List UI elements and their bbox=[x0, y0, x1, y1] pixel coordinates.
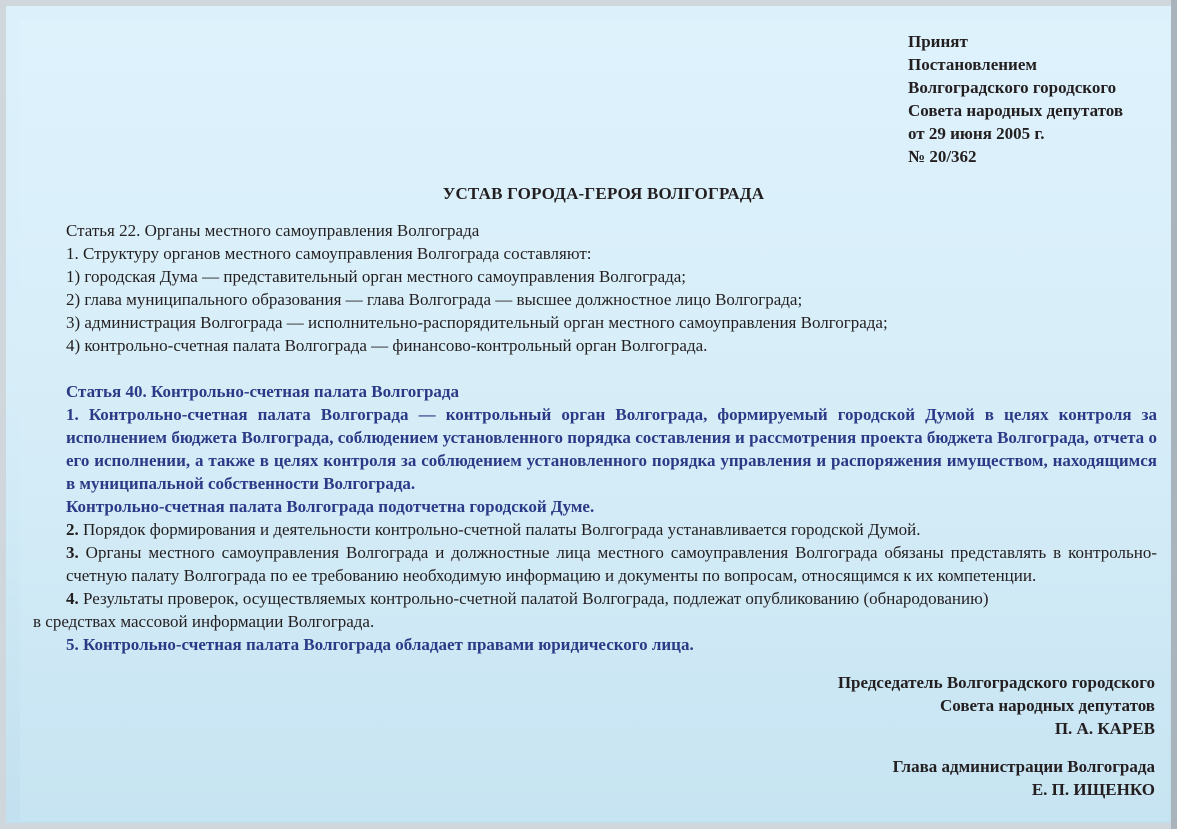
approval-line: Волгоградского городского bbox=[908, 78, 1117, 97]
signature-chairman bbox=[838, 671, 1155, 740]
paragraph-text: Результаты проверок, осуществляемых контрольно-счетной палатой Волгограда, подлежат опубликованию (обнародованию) bbox=[78, 589, 989, 608]
approval-line: № 20/362 bbox=[908, 147, 977, 166]
signature-position: Председатель Волгоградского городского bbox=[837, 673, 1155, 692]
article-22-heading: Статья 22. Органы местного самоуправления Волгограда bbox=[66, 221, 480, 240]
article-22-line: 2) глава муниципального образования — глава Волгограда — высшее должностное лицо Волгограда; bbox=[66, 290, 803, 309]
article-40-heading: Статья 40. Контрольно-счетная палата Волгограда bbox=[66, 382, 460, 401]
signature-name: Е. П. ИЩЕНКО bbox=[1031, 780, 1155, 799]
article-22-line: 3) администрация Волгограда — исполнительно-распорядительный орган местного самоуправления Волгограда; bbox=[66, 313, 888, 332]
article-40-paragraph-5: 5. Контрольно-счетная палата Волгограда обладает правами юридического лица. bbox=[66, 635, 694, 654]
approval-line: Постановлением bbox=[908, 55, 1037, 74]
article-40-paragraph-1: 1. Контрольно-счетная палата Волгограда — контрольный орган Волгограда, формируемый городской Думой в целях контроля за исполнением бюджета Волгограда, соблюдением установленного порядка составления и рассмотрения проекта бюджета Волгограда, отчета о его исполнении, а также в целях контроля за соблюдением установленного порядка управления и распоряжения имуществом, находящимся в муниципальной собственности Волгограда. bbox=[66, 405, 1157, 493]
paragraph-number: 3. bbox=[66, 543, 79, 562]
approval-line: Принят bbox=[908, 32, 968, 51]
signature-position: Глава администрации Волгограда bbox=[892, 757, 1155, 776]
signature-head bbox=[893, 755, 1155, 801]
article-22-line: 1. Структуру органов местного самоуправления Волгограда составляют: bbox=[66, 244, 592, 263]
approval-block bbox=[908, 30, 1123, 168]
article-40-paragraph-2 bbox=[33, 518, 1157, 541]
document-title: УСТАВ ГОРОДА-ГЕРОЯ ВОЛГОГРАДА bbox=[442, 184, 765, 203]
article-40-paragraph-1b: Контрольно-счетная палата Волгограда подотчетна городской Думе. bbox=[66, 497, 595, 516]
document bbox=[20, 20, 1169, 821]
paragraph-number: 2. bbox=[66, 520, 79, 539]
article-22-line: 1) городская Дума — представительный орган местного самоуправления Волгограда; bbox=[66, 267, 687, 286]
article-22-line: 4) контрольно-счетная палата Волгограда — финансово-контрольный орган Волгограда. bbox=[66, 336, 708, 355]
paragraph-number: 4. bbox=[66, 589, 79, 608]
document-body bbox=[33, 219, 1157, 656]
approval-line: Совета народных депутатов bbox=[908, 101, 1124, 120]
signature-position: Совета народных депутатов bbox=[939, 696, 1155, 715]
paragraph-text: Органы местного самоуправления Волгограда и должностные лица местного самоуправления Волгограда обязаны представлять в контрольно-счетную палату Волгограда по ее требованию необходимую информацию и документы по вопросам, относящимся к их компетенции. bbox=[66, 543, 1157, 585]
article-40-paragraph-4 bbox=[33, 587, 1157, 610]
paragraph-text: Порядок формирования и деятельности контрольно-счетной палаты Волгограда устанавливается городской Думой. bbox=[78, 520, 921, 539]
article-40-paragraph-3 bbox=[33, 541, 1157, 587]
article-40-paragraph-4-continued: в средствах массовой информации Волгограда. bbox=[33, 612, 375, 631]
approval-line: от 29 июня 2005 г. bbox=[908, 124, 1045, 143]
signature-name: П. А. КАРЕВ bbox=[1054, 719, 1155, 738]
spacer bbox=[33, 357, 1157, 380]
